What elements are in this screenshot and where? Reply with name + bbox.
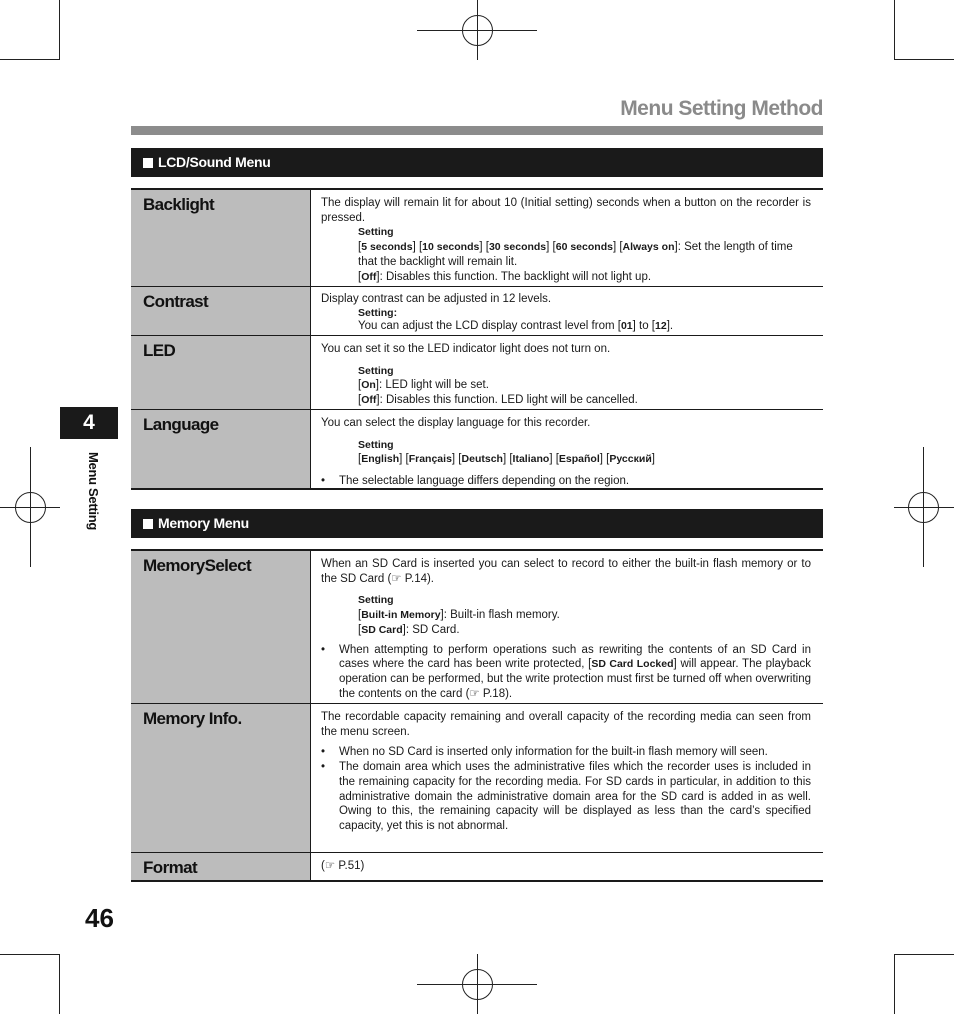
row-contrast — [131, 286, 823, 335]
section-header-label: LCD/Sound Menu — [158, 154, 271, 170]
square-bullet-icon — [143, 519, 153, 529]
item-label-memory-select: MemorySelect — [131, 551, 311, 703]
section-header-label: Memory Menu — [158, 515, 249, 531]
builtin-memory-option: [Built-in Memory]: Built-in flash memory. — [358, 609, 560, 622]
item-desc-language — [311, 410, 823, 488]
item-desc-led — [311, 336, 823, 409]
item-label-backlight: Backlight — [131, 190, 311, 286]
setting-label: Setting — [358, 438, 394, 451]
setting-label: Setting: — [358, 306, 398, 319]
memory-info-description: The recordable capacity remaining and overall capacity of the recording media can seen from the menu screen. — [321, 711, 811, 738]
item-desc-format — [311, 853, 823, 880]
row-language — [131, 409, 823, 488]
setting-label: Setting — [358, 364, 394, 377]
backlight-off-option: [Off]: Disables this function. The backlight will not light up. — [358, 270, 652, 283]
item-desc-memory-select — [311, 551, 823, 703]
lcd-sound-table — [131, 188, 823, 490]
memory-select-description: When an SD Card is inserted you can select to record to either the built-in flash memory or to the SD Card (☞ P.14). — [321, 558, 811, 585]
row-format — [131, 852, 823, 880]
row-memory-select — [131, 551, 823, 703]
contrast-description: Display contrast can be adjusted in 12 levels. — [321, 293, 552, 305]
led-on-option: [On]: LED light will be set. — [358, 379, 489, 392]
page-title: Menu Setting Method — [620, 97, 823, 120]
led-description: You can set it so the LED indicator light does not turn on. — [321, 343, 611, 355]
memory-info-note-2: • The domain area which uses the administrative files which the recorder uses is included in the remaining capacity for the recording media. For SD cards in particular, in addition to this administrative domain the administrative domain area for the SD card is added in as well. Owing to this, the remaining capacity will be displayed as less than the card’s specified capacity, yet this is not abnormal. — [321, 760, 811, 834]
item-label-format: Format — [131, 853, 311, 880]
item-label-memory-info: Memory Info. — [131, 704, 311, 852]
row-backlight — [131, 190, 823, 286]
memory-select-note: • When attempting to perform operations such as rewriting the contents of an SD Card in cases where the card has been write protected, [SD Card Locked] will appear. The playback operation can be performed, but the write protection must first be turned off when overwriting the contents on the card (☞ P.18). — [321, 643, 811, 702]
contrast-range: You can adjust the LCD display contrast level from [01] to [12]. — [358, 320, 674, 332]
title-rule — [131, 126, 823, 135]
chapter-label: Menu Setting — [86, 452, 101, 531]
setting-label: Setting — [358, 226, 394, 239]
chapter-number: 4 — [60, 407, 118, 439]
item-desc-backlight — [311, 190, 823, 286]
item-desc-contrast — [311, 287, 823, 335]
section-header-lcd-sound — [131, 148, 823, 177]
item-label-language: Language — [131, 410, 311, 488]
sd-card-option: [SD Card]: SD Card. — [358, 623, 460, 636]
memory-info-note-1: • When no SD Card is inserted only information for the built-in flash memory will seen. — [321, 745, 811, 760]
square-bullet-icon — [143, 158, 153, 168]
language-description: You can select the display language for this recorder. — [321, 417, 591, 429]
language-note: • The selectable language differs depending on the region. — [321, 474, 811, 489]
item-label-contrast: Contrast — [131, 287, 311, 335]
item-desc-memory-info — [311, 704, 823, 852]
led-off-option: [Off]: Disables this function. LED light will be cancelled. — [358, 394, 638, 407]
setting-label: Setting — [358, 594, 394, 607]
format-reference: (☞ P.51) — [321, 860, 365, 872]
row-led — [131, 335, 823, 409]
backlight-description: The display will remain lit for about 10 (Initial setting) seconds when a button on the recorder is pressed. — [321, 197, 811, 224]
language-options: [English] [Français] [Deutsch] [Italiano] [Español] [Русский] — [358, 453, 655, 466]
item-label-led: LED — [131, 336, 311, 409]
backlight-options: [5 seconds] [10 seconds] [30 seconds] [60 seconds] [Always on]: Set the length of time that the backlight will remain lit. — [358, 241, 793, 268]
section-header-memory — [131, 509, 823, 538]
page-number: 46 — [85, 903, 114, 933]
row-memory-info — [131, 703, 823, 852]
memory-table — [131, 549, 823, 882]
